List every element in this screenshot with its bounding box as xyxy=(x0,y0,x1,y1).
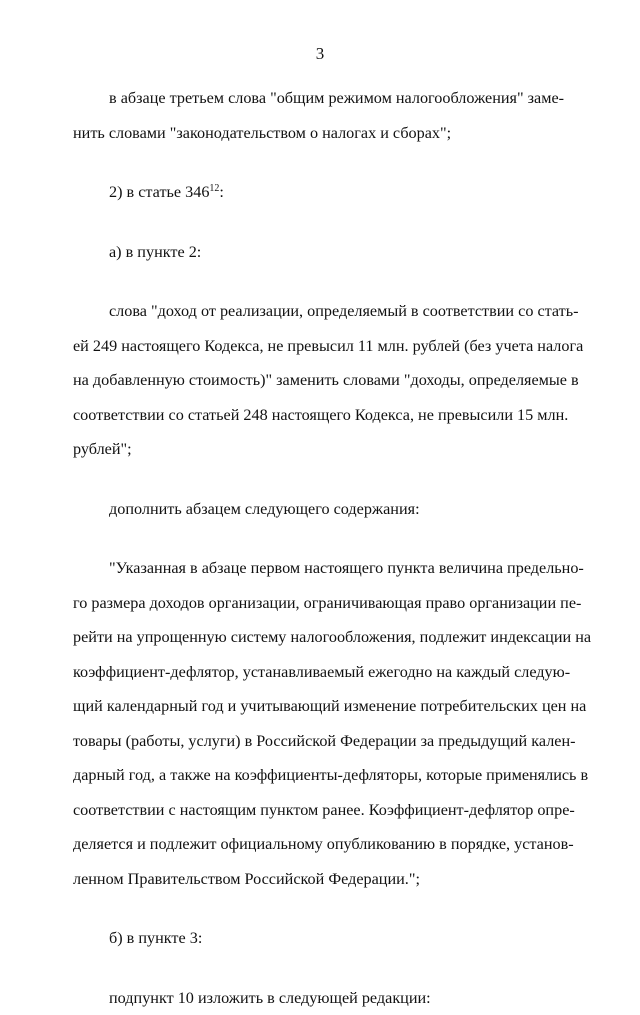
text-line xyxy=(73,175,553,210)
text-line: рейти на упрощенную систему налогообложения, подлежит индексации на xyxy=(73,620,553,655)
text-line: ленном Правительством Российской Федерации."; xyxy=(73,862,553,897)
text-line: на добавленную стоимость)" заменить словами "доходы, определяемые в xyxy=(73,363,553,398)
page-number: 3 xyxy=(0,44,640,64)
text-line: товары (работы, услуги) в Российской Федерации за предыдущий кален- xyxy=(73,724,553,759)
paragraph-1 xyxy=(73,81,553,150)
document-body xyxy=(73,81,553,1015)
text-line: коэффициент-дефлятор, устанавливаемый ежегодно на каждый следую- xyxy=(73,655,553,690)
text-line: подпункт 10 изложить в следующей редакции: xyxy=(73,981,553,1015)
paragraph-4 xyxy=(73,294,553,467)
text-line: слова "доход от реализации, определяемый в соответствии со стать- xyxy=(73,294,553,329)
paragraph-2 xyxy=(73,175,553,210)
text-line: "Указанная в абзаце первом настоящего пункта величина предельно- xyxy=(73,551,553,586)
article-superscript: 12 xyxy=(209,183,219,194)
paragraph-6 xyxy=(73,551,553,896)
text-line: рублей"; xyxy=(73,432,553,467)
text-line: в абзаце третьем слова "общим режимом налогообложения" заме- xyxy=(73,81,553,116)
article-ref: 2) в статье 346 xyxy=(109,183,209,201)
text-line: го размера доходов организации, ограничивающая право организации пе- xyxy=(73,586,553,621)
text-line: ей 249 настоящего Кодекса, не превысил 11 млн. рублей (без учета налога xyxy=(73,329,553,364)
text-line: нить словами "законодательством о налогах и сборах"; xyxy=(73,116,553,151)
article-colon: : xyxy=(219,183,224,201)
text-line: дополнить абзацем следующего содержания: xyxy=(73,492,553,527)
paragraph-3 xyxy=(73,235,553,270)
text-line: деляется и подлежит официальному опубликованию в порядке, установ- xyxy=(73,827,553,862)
text-line: дарный год, а также на коэффициенты-дефляторы, которые применялись в xyxy=(73,758,553,793)
text-line: соответствии со статьей 248 настоящего Кодекса, не превысили 15 млн. xyxy=(73,398,553,433)
paragraph-8 xyxy=(73,981,553,1015)
paragraph-7 xyxy=(73,921,553,956)
text-line: б) в пункте 3: xyxy=(73,921,553,956)
text-line: а) в пункте 2: xyxy=(73,235,553,270)
text-line: соответствии с настоящим пунктом ранее. Коэффициент-дефлятор опре- xyxy=(73,793,553,828)
paragraph-5 xyxy=(73,492,553,527)
text-line: щий календарный год и учитывающий изменение потребительских цен на xyxy=(73,689,553,724)
